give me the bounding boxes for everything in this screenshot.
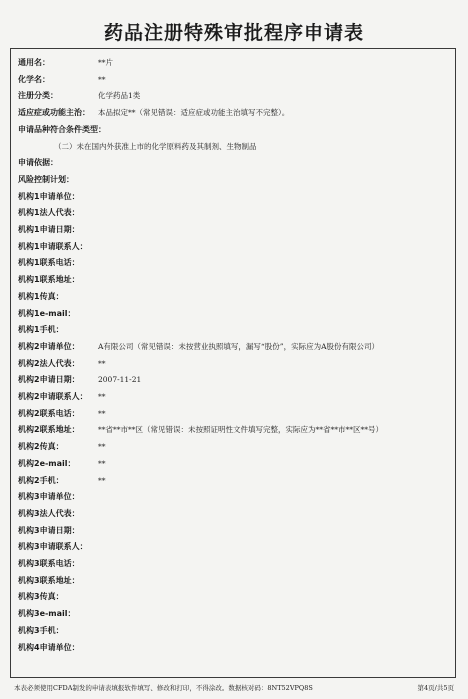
form-row <box>18 557 448 571</box>
footer-note: 本表必须使用CFDA制发的申请表填报软件填写、修改和打印，不得涂改。数据核对码：8NT52VPQ8S <box>14 684 313 692</box>
form-row <box>18 574 448 588</box>
field-value: 本品拟定**（常见错误：适应症或功能主治填写不完整）。 <box>98 108 290 118</box>
form-row <box>18 590 448 604</box>
footer <box>14 683 454 693</box>
form-row <box>18 73 448 87</box>
form-row <box>18 607 448 621</box>
form-row <box>18 373 448 387</box>
field-label: 注册分类： <box>18 91 58 101</box>
field-value: 化学药品1类 <box>98 91 141 101</box>
field-label: 机构2法人代表： <box>18 358 80 368</box>
form-row <box>18 507 448 521</box>
form-row <box>18 307 448 321</box>
field-label: 机构1申请联系人： <box>18 241 88 251</box>
field-label: 机构1e-mail： <box>18 308 76 318</box>
form-row <box>18 423 448 437</box>
field-label: 机构3联系电话： <box>18 559 80 568</box>
form-row <box>18 206 448 220</box>
field-label: 机构1手机： <box>18 325 64 335</box>
field-label: 机构2联系地址： <box>18 425 80 435</box>
form-row <box>18 156 448 170</box>
field-label: 机构1申请单位： <box>18 191 80 201</box>
form-row <box>18 390 448 404</box>
form-row <box>18 240 448 254</box>
field-label: 适应症或功能主治： <box>18 108 90 118</box>
form-row <box>18 290 448 304</box>
field-label: 申请依据： <box>18 158 58 168</box>
field-label: 机构1联系电话： <box>18 258 80 268</box>
field-label: 机构3申请联系人： <box>18 542 88 552</box>
form-row <box>18 89 448 103</box>
field-value: ** <box>98 358 106 368</box>
field-label: 机构2e-mail： <box>18 458 76 468</box>
form-row <box>18 524 448 538</box>
form-row <box>18 123 448 137</box>
field-label: 机构1传真： <box>18 291 64 301</box>
field-label: 机构2传真： <box>18 442 64 452</box>
field-label: 机构4申请单位： <box>18 642 80 652</box>
field-label: 机构3手机： <box>18 625 64 635</box>
form-row <box>18 56 448 70</box>
form-row <box>18 474 448 488</box>
field-label: 风险控制计划： <box>18 174 74 184</box>
form-row <box>18 273 448 287</box>
form-row <box>18 641 448 655</box>
form-title: 药品注册特殊审批程序申请表 <box>103 22 364 44</box>
form-row <box>18 106 448 120</box>
field-label: 机构2申请日期： <box>18 375 80 385</box>
form-row <box>18 490 448 504</box>
field-label: 机构3申请日期： <box>18 525 80 535</box>
field-value: ** <box>98 392 106 401</box>
field-value: ** <box>98 74 106 84</box>
form-row <box>18 190 448 204</box>
field-label: 通用名： <box>18 58 50 67</box>
field-value: ** <box>98 442 106 452</box>
field-label: 机构3e-mail： <box>18 609 76 619</box>
form-row <box>18 340 448 354</box>
field-label: 机构1联系地址： <box>18 275 80 285</box>
field-label: 机构2联系电话： <box>18 408 80 418</box>
field-value: ** <box>98 458 106 468</box>
field-label: 机构1申请日期： <box>18 225 80 234</box>
form-row <box>18 323 448 337</box>
field-value: （二）未在国内外获准上市的化学原料药及其制剂、生物制品 <box>54 141 257 151</box>
field-label: 机构2手机： <box>18 475 64 485</box>
field-value: ** <box>98 475 106 485</box>
field-label: 机构2申请联系人： <box>18 392 88 401</box>
field-value: 2007-11-21 <box>98 375 142 385</box>
form-row <box>18 256 448 270</box>
field-value: **片 <box>98 58 113 67</box>
field-label: 机构1法人代表： <box>18 208 80 218</box>
field-label: 机构2申请单位： <box>18 341 80 351</box>
field-label: 机构3传真： <box>18 592 64 602</box>
field-label: 申请品种符合条件类型： <box>18 124 106 134</box>
form-row <box>18 140 448 154</box>
field-value: **省**市**区（常见错误：未按照证明性文件填写完整，实际应为**省**市**区**号） <box>98 425 383 435</box>
page-number: 第4页/共5页 <box>417 684 454 692</box>
form-row <box>18 357 448 371</box>
form-row <box>18 540 448 554</box>
field-label: 化学名： <box>18 74 50 84</box>
field-value: A有限公司（常见错误：未按营业执照填写，漏写“股份”，实际应为A股份有限公司） <box>98 341 379 351</box>
form-row <box>18 223 448 237</box>
form-row <box>18 407 448 421</box>
field-value: ** <box>98 408 106 418</box>
form-row <box>18 440 448 454</box>
form-row <box>18 624 448 638</box>
field-label: 机构3联系地址： <box>18 575 80 585</box>
field-label: 机构3法人代表： <box>18 508 80 518</box>
field-label: 机构3申请单位： <box>18 492 80 502</box>
form-row <box>18 173 448 187</box>
form-row <box>18 457 448 471</box>
